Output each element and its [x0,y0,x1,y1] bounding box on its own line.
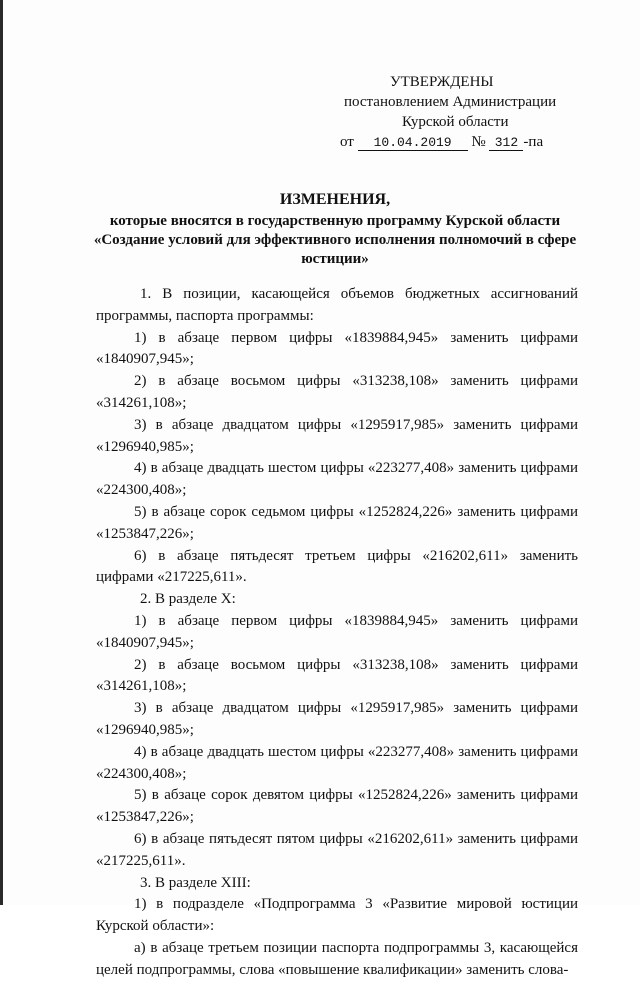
paragraph: 5) в абзаце сорок седьмом цифры «1252824,226» заменить цифрами «1253847,226»; [96,503,578,542]
approval-number: 312 [489,136,523,151]
paragraph: 4) в абзаце двадцать шестом цифры «223277,408» заменить цифрами «224300,408»; [96,460,578,499]
approval-date: 10.04.2019 [358,136,468,151]
paragraph: а) в абзаце третьем позиции паспорта подпрограммы 3, касающейся целей подпрограммы, слова «повышение квалификации» заменить слова- [96,939,578,978]
title-subtitle-2: «Создание условий для эффективного исполнения полномочий в сфере юстиции» [93,232,577,267]
paragraph: 1) в подразделе «Подпрограмма 3 «Развитие мировой юстиции Курской области»: [96,896,578,935]
approval-authority: постановлением Администрации [344,94,557,110]
number-suffix: -па [523,134,544,150]
paragraph: 3) в абзаце двадцатом цифры «1295917,985» заменить цифрами «1296940,985»; [96,416,578,455]
document-title [90,190,580,269]
title-subtitle-1: которые вносятся в государственную программу Курской области [109,213,561,229]
approval-stamp [340,72,580,152]
paragraph: 6) в абзаце пятьдесят третьем цифры «216202,611» заменить цифрами «217225,611». [96,547,578,586]
approval-region: Курской области [402,114,509,130]
paragraph: 2) в абзаце восьмом цифры «313238,108» заменить цифрами «314261,108»; [96,373,578,411]
paragraph: 3. В разделе XIII: [140,874,251,891]
paragraph: 2. В разделе X: [140,591,236,608]
paragraph: 2) в абзаце восьмом цифры «313238,108» заменить цифрами «314261,108»; [96,656,578,695]
paragraph: 3) в абзаце двадцатом цифры «1295917,985» заменить цифрами «1296940,985»; [96,700,578,738]
paragraph: 4) в абзаце двадцать шестом цифры «223277,408» заменить цифрами «224300,408»; [96,743,578,782]
approval-heading: УТВЕРЖДЕНЫ [390,74,494,90]
approval-date-line [340,132,580,152]
paragraph: 5) в абзаце сорок девятом цифры «1252824,226» заменить цифрами «1253847,226»; [96,787,578,826]
paragraph: 1) в абзаце первом цифры «1839884,945» заменить цифрами «1840907,945»; [96,329,578,368]
number-label: № [471,134,486,150]
paragraph: 1) в абзаце первом цифры «1839884,945» заменить цифрами «1840907,945»; [96,612,578,651]
from-label: от [340,134,354,150]
document-body [96,284,578,982]
paragraph: 1. В позиции, касающейся объемов бюджетных ассигнований программы, паспорта программы: [96,286,578,324]
paragraph: 6) в абзаце пятьдесят пятом цифры «216202,611» заменить цифрами «217225,611». [96,830,578,869]
scan-edge-line [0,0,3,905]
title-main: ИЗМЕНЕНИЯ, [279,191,391,208]
